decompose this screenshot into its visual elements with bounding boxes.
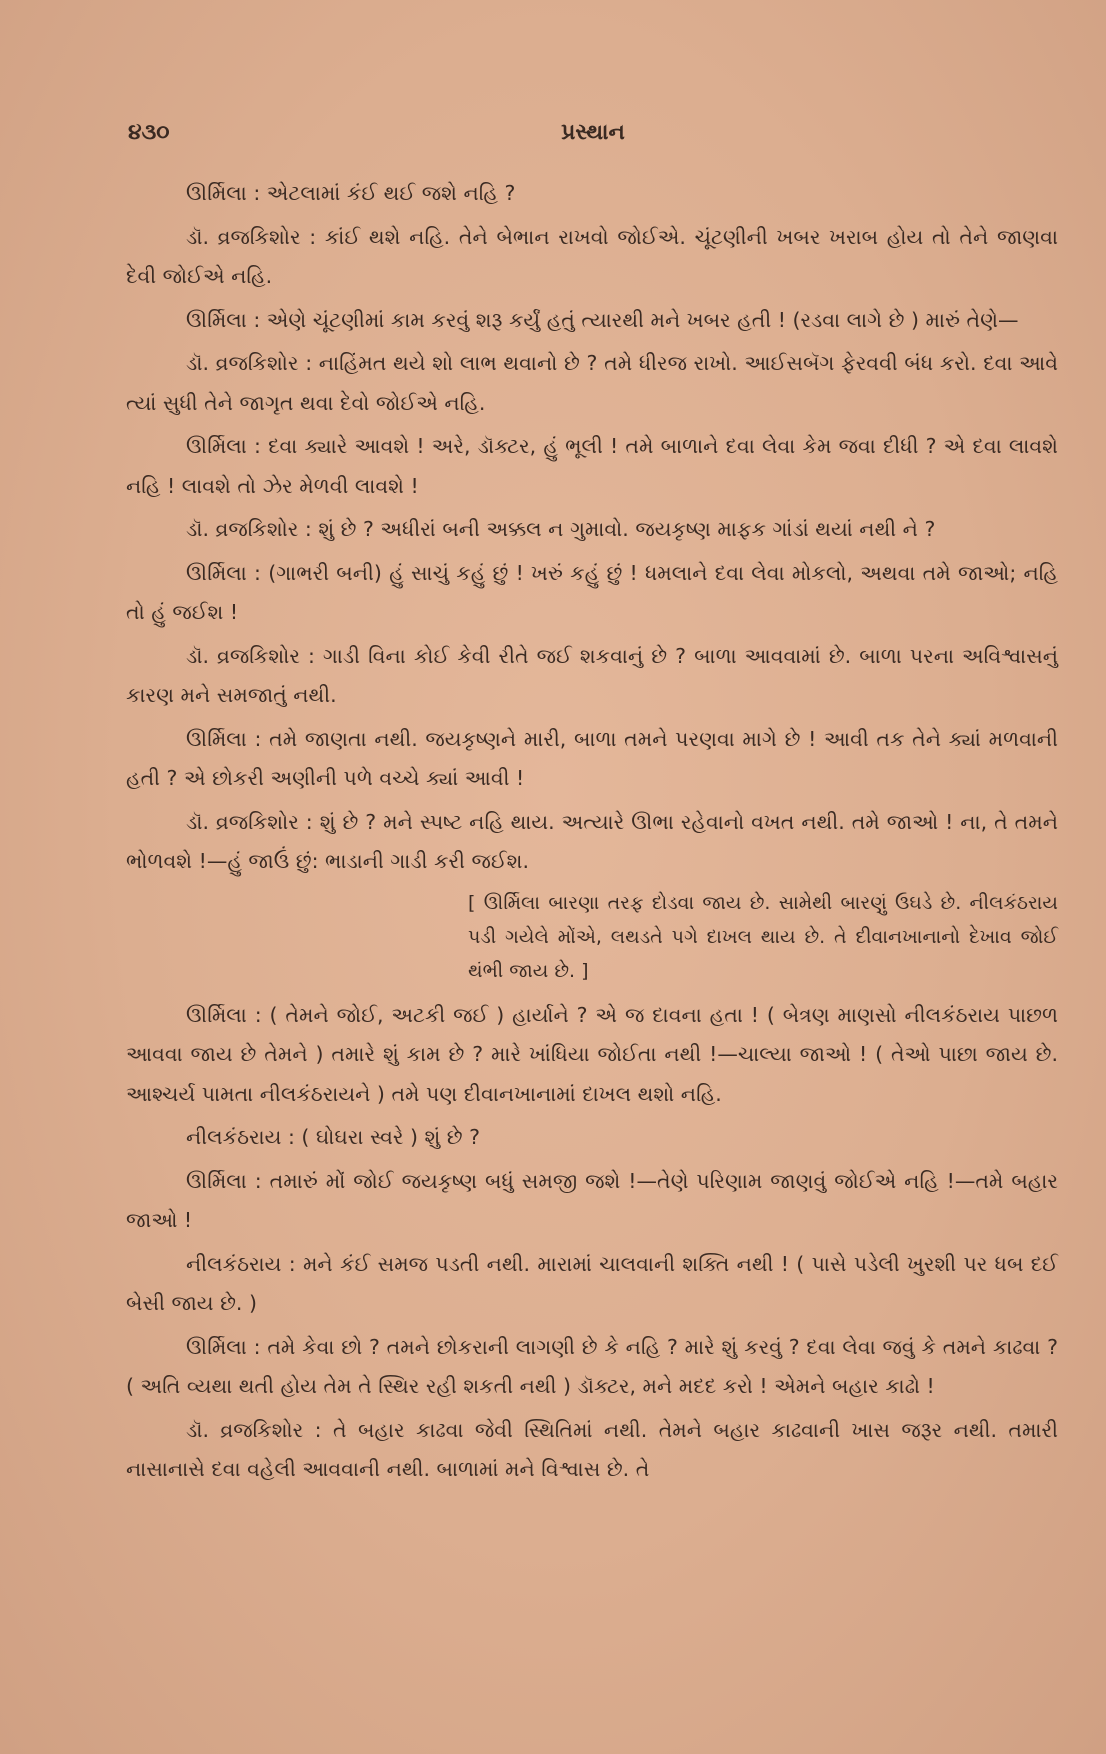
dialogue-paragraph bbox=[126, 1245, 1058, 1324]
dialogue-paragraph bbox=[126, 720, 1058, 799]
stage-direction: [ ઊર્મિલા બારણા તરફ દોડવા જાય છે. સામેથી બારણું ઉઘડે છે. નીલકંઠરાય પડી ગયેલે મોંએ, લથડતે પગે દાખલ થાય છે. તે દીવાનખાનાનો દેખાવ જોઈ થંભી જાય છે. ] bbox=[468, 891, 1058, 982]
dialogue-paragraph bbox=[126, 637, 1058, 716]
dialogue-text: ગાડી વિના કોઈ કેવી રીતે જઈ શકવાનું છે ? બાળા આવવામાં છે. બાળા પરના અવિશ્વાસનું કારણ મને સમજાતું નથી. bbox=[126, 643, 1058, 707]
dialogue-text: શું છે ? અધીરાં બની અક્કલ ન ગુમાવો. જયકૃષ્ણ માફક ગાંડાં થયાં નથી ને ? bbox=[311, 517, 936, 541]
dialogue-text: એટલામાં કંઈ થઈ જશે નહિ ? bbox=[260, 181, 516, 205]
dialogue-paragraph bbox=[126, 554, 1058, 633]
dialogue-paragraph bbox=[126, 218, 1058, 297]
speaker-name: ડૉ. વ્રજકિશોર : bbox=[186, 643, 315, 668]
speaker-name: ઊર્મિલા : bbox=[186, 1334, 261, 1359]
dialogue-paragraph bbox=[126, 510, 1058, 550]
page-number: ૪૩૦ bbox=[128, 120, 170, 145]
speaker-name: ડૉ. વ્રજકિશોર : bbox=[186, 351, 313, 375]
dialogue-paragraph bbox=[126, 996, 1058, 1115]
speaker-name: ડૉ. વ્રજકિશોર : bbox=[186, 517, 312, 541]
page-header bbox=[128, 120, 1058, 160]
dialogue-text: તે બહાર કાઢવા જેવી સ્થિતિમાં નથી. તેમને બહાર કાઢવાની ખાસ જરૂર નથી. તમારી નાસાનાસે દવા વહેલી આવવાની નથી. બાળામાં મને વિશ્વાસ છે. તે bbox=[126, 1417, 1058, 1481]
text-body bbox=[126, 174, 1058, 1494]
dialogue-text: ( તેમને જોઈ, અટકી જઈ ) હાર્યાને ? એ જ દાવના હતા ! ( બેત્રણ માણસો નીલકંઠરાય પાછળ આવવા જાય છે તેમને ) તમારે શું કામ છે ? મારે ખાંધિયા જોઈતા નથી !—ચાલ્યા જાઓ ! ( તેઓ પાછા જાય છે. આશ્ચર્ય પામતા નીલકંઠરાયને ) તમે પણ દીવાનખાનામાં દાખલ થશો નહિ. bbox=[126, 1002, 1059, 1106]
speaker-name: ઊર્મિલા : bbox=[186, 726, 262, 751]
speaker-name: ઊર્મિલા : bbox=[186, 181, 261, 205]
dialogue-text: કાંઈ થશે નહિ. તેને બેભાન રાખવો જોઈએ. ચૂંટણીની ખબર ખરાબ હોય તો તેને જાણવા દેવી જોઈએ નહિ. bbox=[126, 224, 1058, 288]
speaker-name: ઊર્મિલા : bbox=[186, 560, 261, 585]
speaker-name: ડૉ. વ્રજકિશોર : bbox=[186, 809, 313, 834]
speaker-name: ઊર્મિલા : bbox=[186, 307, 261, 332]
dialogue-text: નાહિંમત થયે શો લાભ થવાનો છે ? તમે ધીરજ રાખો. આઈસબૅગ ફેરવવી બંધ કરો. દવા આવે ત્યાં સુધી તેને જાગૃત થવા દેવો જોઈએ નહિ. bbox=[126, 351, 1058, 415]
dialogue-paragraph bbox=[126, 1162, 1058, 1241]
dialogue-paragraph bbox=[126, 301, 1058, 341]
dialogue-text: દવા ક્યારે આવશે ! અરે, ડૉક્ટર, હું ભૂલી ! તમે બાળાને દવા લેવા કેમ જવા દીધી ? એ દવા લાવશે નહિ ! લાવશે તો ઝેર મેળવી લાવશે ! bbox=[126, 434, 1058, 498]
dialogue-paragraph bbox=[126, 803, 1058, 882]
dialogue-text: તમે કેવા છો ? તમને છોકરાની લાગણી છે કે નહિ ? મારે શું કરવું ? દવા લેવા જવું કે તમને કાઢવા ? ( અતિ વ્યથા થતી હોય તેમ તે સ્થિર રહી શકતી નથી ) ડૉક્ટર, મને મદદ કરો ! એમને બહાર કાઢો ! bbox=[126, 1334, 1058, 1398]
dialogue-paragraph bbox=[126, 1118, 1058, 1158]
dialogue-paragraph bbox=[126, 1411, 1058, 1490]
speaker-name: નીલકંઠરાય : bbox=[186, 1125, 295, 1149]
dialogue-text: તમારું મોં જોઈ જયકૃષ્ણ બધું સમજી જશે !—તેણે પરિણામ જાણવું જોઈએ નહિ !—તમે બહાર જાઓ ! bbox=[126, 1168, 1059, 1232]
dialogue-text: એણે ચૂંટણીમાં કામ કરવું શરૂ કર્યું હતું ત્યારથી મને ખબર હતી ! (રડવા લાગે છે ) મારું તેણે— bbox=[260, 307, 1019, 332]
dialogue-paragraph bbox=[126, 1328, 1058, 1407]
speaker-name: ઊર્મિલા : bbox=[186, 1168, 262, 1193]
running-title: પ્રસ્થાન bbox=[561, 120, 625, 145]
speaker-name: ઊર્મિલા : bbox=[186, 1002, 262, 1027]
dialogue-text: મને કંઈ સમજ પડતી નથી. મારામાં ચાલવાની શક્તિ નથી ! ( પાસે પડેલી ખુરશી પર ધબ દઈ બેસી જાય છે. ) bbox=[126, 1251, 1058, 1315]
speaker-name: ડૉ. વ્રજકિશોર : bbox=[186, 1417, 322, 1442]
speaker-name: ઊર્મિલા : bbox=[186, 434, 261, 458]
dialogue-text: શું છે ? મને સ્પષ્ટ નહિ થાય. અત્યારે ઊભા રહેવાનો વખત નથી. તમે જાઓ ! ના, તે તમને ભોળવશે !—હું જાઉં છું: ભાડાની ગાડી કરી જઈશ. bbox=[126, 809, 1058, 873]
speaker-name: ડૉ. વ્રજકિશોર : bbox=[186, 224, 317, 249]
dialogue-text: ( ઘોઘરા સ્વરે ) શું છે ? bbox=[294, 1125, 481, 1149]
dialogue-paragraph bbox=[126, 174, 1058, 214]
dialogue-text: તમે જાણતા નથી. જયકૃષ્ણને મારી, બાળા તમને પરણવા માગે છે ! આવી તક તેને ક્યાં મળવાની હતી ? એ છોકરી અણીની પળે વચ્ચે ક્યાં આવી ! bbox=[126, 726, 1059, 790]
dialogue-text: (ગાભરી બની) હું સાચું કહું છું ! ખરું કહું છું ! ધમલાને દવા લેવા મોકલો, અથવા તમે જાઓ; નહિ તો હું જઈશ ! bbox=[126, 560, 1059, 624]
speaker-name: નીલકંઠરાય : bbox=[186, 1251, 296, 1276]
dialogue-paragraph bbox=[126, 427, 1058, 506]
dialogue-paragraph bbox=[126, 344, 1058, 423]
